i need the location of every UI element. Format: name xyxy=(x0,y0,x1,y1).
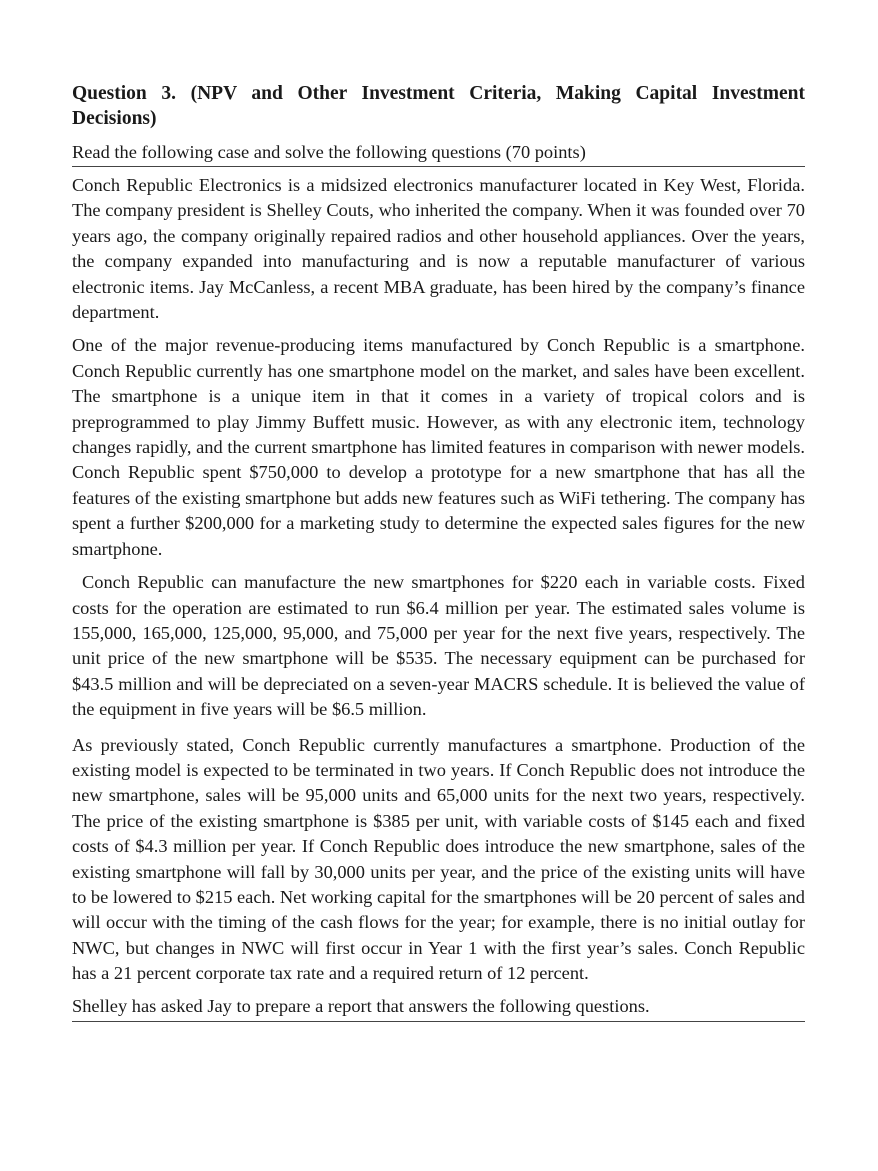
question-title: Question 3. (NPV and Other Investment Criteria, Making Capital Investment Decisions) xyxy=(72,83,805,129)
document-page xyxy=(72,81,805,1022)
case-paragraph-costs: Conch Republic can manufacture the new smartphones for $220 each in variable costs. Fixed costs for the operation are estimated to run $6.4 million per year. The estimated sales volume is 155,000, 165,000, 125,000, 95,000, and 75,000 per year for the next five years, respectively. The unit price of the new smartphone will be $535. The necessary equipment can be purchased for $43.5 million and will be depreciated on a seven-year MACRS schedule. It is believed the value of the equipment in five years will be $6.5 million. xyxy=(72,572,805,720)
case-paragraph-smartphone: One of the major revenue-producing items manufactured by Conch Republic is a smartphone. Conch Republic currently has one smartphone model on the market, and sales have been excellent. The smartphone is a unique item in that it comes in a variety of tropical colors and is preprogrammed to play Jimmy Buffett music. However, as with any electronic item, technology changes rapidly, and the current smartphone has limited features in comparison with newer models. Conch Republic spent $750,000 to develop a prototype for a new smartphone that has all the features of the existing smartphone but adds new features such as WiFi tethering. The company has spent a further $200,000 for a marketing study to determine the expected sales figures for the new smartphone. xyxy=(72,335,805,559)
case-paragraph-company: Conch Republic Electronics is a midsized electronics manufacturer located in Key West, Florida. The company president is Shelley Couts, who inherited the company. When it was founded over 70 years ago, the company originally repaired radios and other household appliances. Over the years, the company expanded into manufacturing and is now a reputable manufacturer of various electronic items. Jay McCanless, a recent MBA graduate, has been hired by the company’s finance department. xyxy=(72,175,805,323)
case-paragraph-existing-model: As previously stated, Conch Republic currently manufactures a smartphone. Production of the existing model is expected to be terminated in two years. If Conch Republic does not introduce the new smartphone, sales will be 95,000 units and 65,000 units for the next two years, respectively. The price of the existing smartphone is $385 per unit, with variable costs of $145 each and fixed costs of $4.3 million per year. If Conch Republic does introduce the new smartphone, sales of the existing smartphone will fall by 30,000 units per year, and the price of the existing units will have to be lowered to $215 each. Net working capital for the smartphones will be 20 percent of sales and will occur with the timing of the cash flows for the year; for example, there is no initial outlay for NWC, but changes in NWC will first occur in Year 1 with the first year’s sales. Conch Republic has a 21 percent corporate tax rate and a required return of 12 percent. xyxy=(72,734,805,984)
case-closing: Shelley has asked Jay to prepare a report that answers the following questions. xyxy=(72,994,805,1022)
question-instruction: Read the following case and solve the following questions (70 points) xyxy=(72,140,805,167)
